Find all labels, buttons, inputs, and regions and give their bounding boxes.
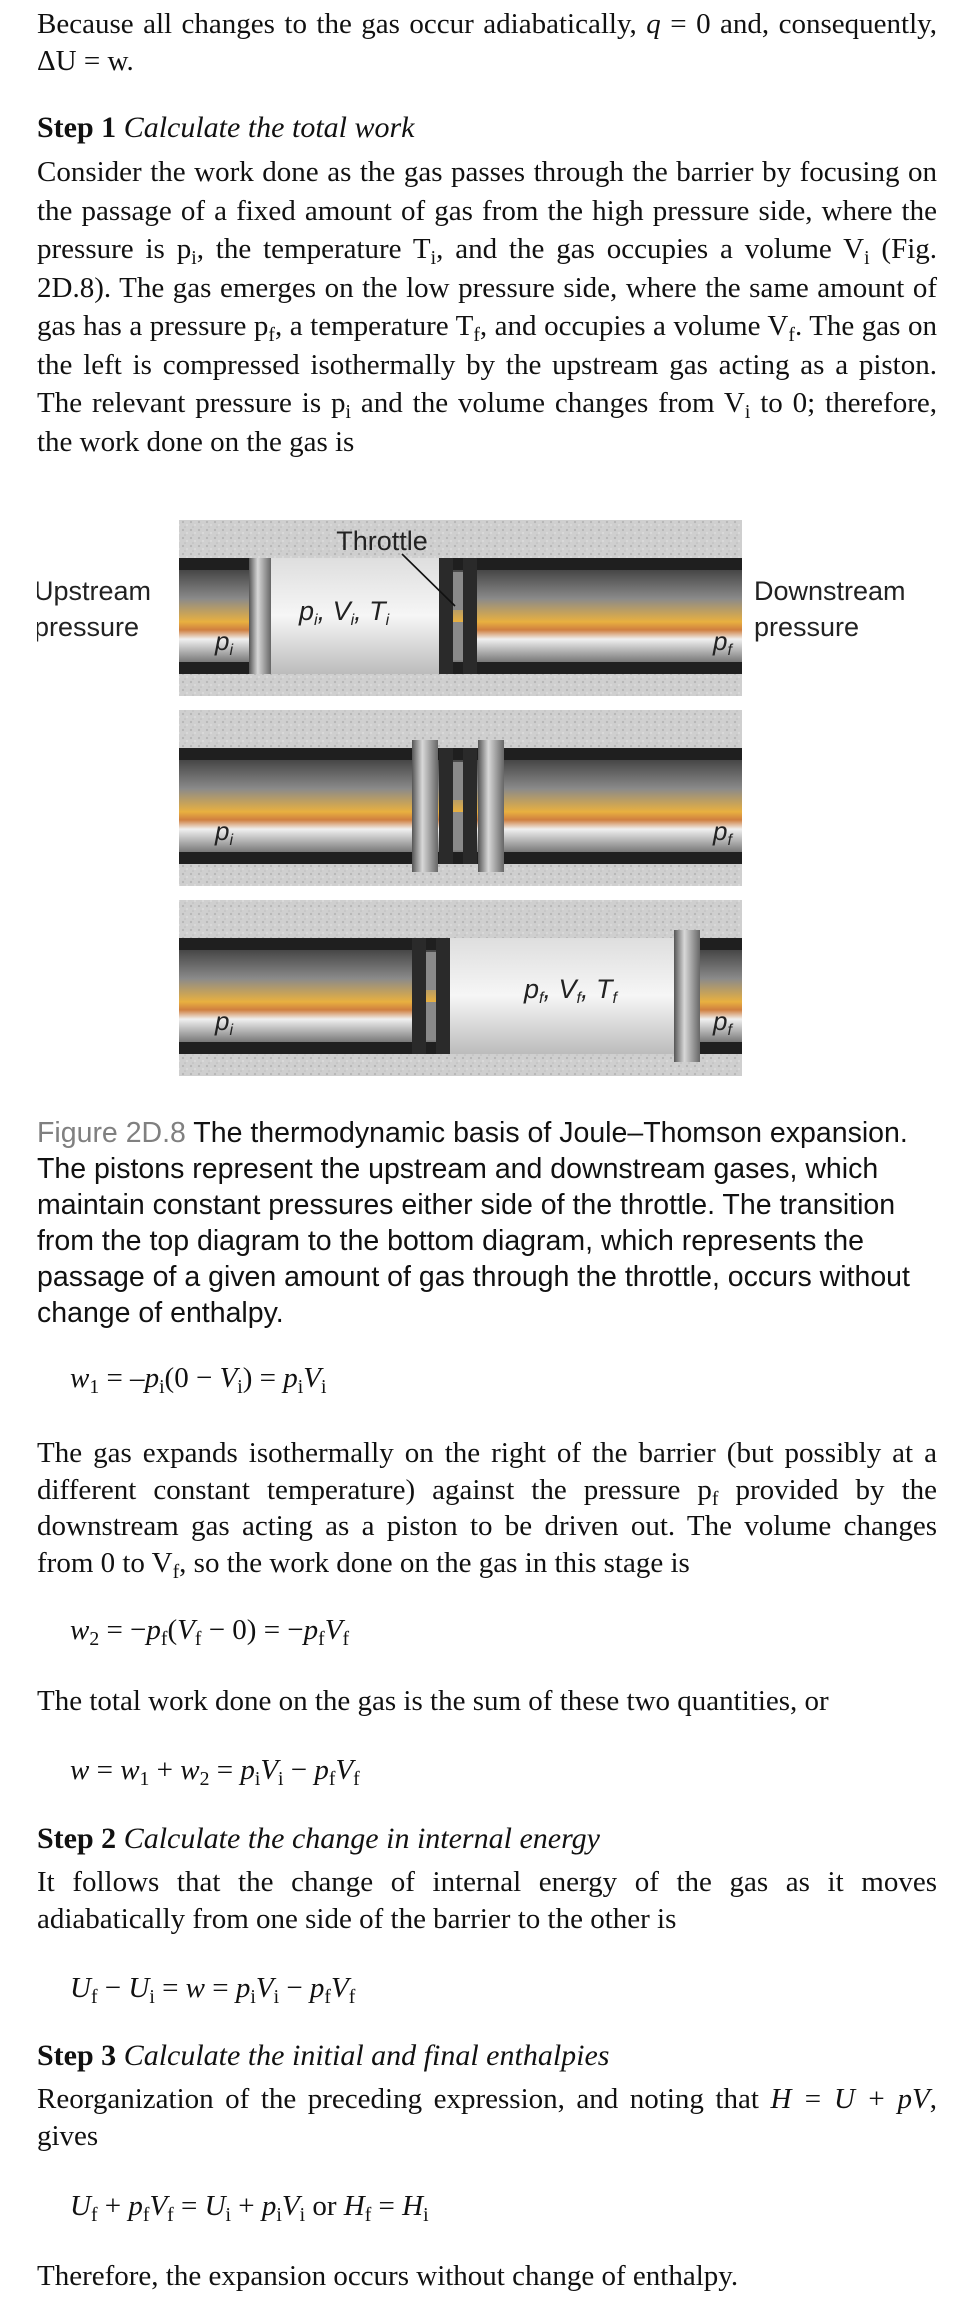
para2-text-c: , so the work done on the gas in this stage is: [179, 1546, 690, 1579]
caption-text: The thermodynamic basis of Joule–Thomson expansion. The pistons represent the upstream and downstream gases, which maintain constant pressures either side of the throttle. The transition from the top diagram to the bottom diagram, which represents the passage of a given amount of gas through the throttle, occurs without change of enthalpy.: [37, 1117, 910, 1329]
step1-text-h: and the volume changes from V: [351, 387, 745, 419]
pi-label-bottom: pi: [215, 1006, 234, 1039]
intro-paragraph: [37, 6, 937, 79]
step1-text-d: (Fig. 2D.8). The gas emerges on the low pressure side, where the same amount of gas has a pressure p: [37, 233, 937, 342]
step3-title: Calculate the initial and final enthalpies: [123, 2039, 610, 2072]
step1-text-c: , and the gas occupies a volume V: [436, 233, 865, 265]
figure-svg: [37, 520, 937, 1090]
step1-heading: [37, 110, 415, 146]
conclusion-paragraph: Therefore, the expansion occurs without change of enthalpy.: [37, 2260, 739, 2292]
figure-label: Figure 2D.8: [37, 1117, 186, 1149]
step1-title: Calculate the total work: [123, 111, 415, 144]
step2-heading: [37, 1821, 600, 1857]
equation-w2: $w_2 = -p_f(V_f - 0) = -p_fV_f$: [70, 1614, 350, 1650]
step2-paragraph: It follows that the change of internal energy of the gas as it moves adiabatically from one side of the barrier to the other is: [37, 1866, 937, 1935]
pf-label-bottom: pf: [713, 1006, 732, 1039]
joule-thomson-figure: [37, 520, 937, 1090]
step1-text-e: , a temperature T: [274, 310, 474, 342]
upstream-label: Upstream: [37, 576, 152, 606]
equation-w1: $w_1 = -p_i(0 - V_i) = p_iV_i$: [70, 1362, 327, 1398]
upstream-pressure-label: pressure: [37, 612, 140, 642]
expansion-paragraph: The gas expands isothermally on the right of the barrier (but possibly at a different constant temperature) against the pressure $p_f$ provided by the downstream gas acting as a piston to be driven out. The volume changes from 0 to $V_f$, so the work done on the gas in this stage is: [37, 1437, 937, 1583]
para2-text-a: The gas expands isothermally on the right of the barrier (but possibly at a different constant temperature) against the pressure p: [37, 1437, 937, 1506]
q-symbol: q: [646, 8, 661, 40]
equation-h: $U_f + p_fV_f = U_i + p_iV_i$ or $H_f = H_i$: [70, 2190, 429, 2226]
step3-number: Step 3: [37, 2039, 117, 2072]
step3-heading: [37, 2038, 609, 2074]
panel-top: [179, 520, 742, 696]
step1-paragraph: Consider the work done as the gas passes through the barrier by focusing on the passage of a fixed amount of gas from the high pressure side, where the pressure is $p_i$, the temperature $T_i$, and the gas occupies a volume $V_i$ (Fig. 2D.8). The gas emerges on the low pressure side, where the same amount of gas has a pressure $p_f$, a temperature $T_f$, and occupies a volume $V_f$. The gas on the left is compressed isothermally by the upstream gas acting as a piston. The relevant pressure is $p_i$ and the volume changes from $V_i$ to 0; therefore, the work done on the gas is: [37, 156, 937, 458]
step3-text-c: , gives: [37, 2083, 937, 2152]
step1-text-f: , and occupies a volume V: [479, 310, 789, 342]
state-final-label: pf, Vf, Tf: [524, 974, 617, 1007]
step1-text-i: to 0; therefore, the work done on the gas is: [37, 387, 937, 458]
throttle-label: Throttle: [336, 526, 428, 556]
downstream-label: Downstream: [754, 576, 906, 606]
step2-number: Step 2: [37, 1822, 117, 1855]
pi-label-middle: pi: [215, 816, 234, 849]
panel-middle: [179, 710, 742, 886]
intro-eq: = 0 and, consequently, ΔU = w.: [37, 8, 938, 77]
step3-paragraph: [37, 2081, 937, 2154]
pf-label-middle: pf: [713, 816, 732, 849]
step1-text-g: . The gas on the left is compressed isothermally by the upstream gas acting as a piston. The relevant pressure is p: [37, 310, 937, 419]
state-initial-label: pi, Vi, Ti: [299, 596, 390, 629]
pi-label-top: pi: [215, 626, 234, 659]
step3-text-a: Reorganization of the preceding expression, and noting that: [37, 2083, 759, 2115]
enthalpy-definition: H = U + pV: [770, 2083, 930, 2115]
total-work-paragraph: The total work done on the gas is the sum of these two quantities, or: [37, 1685, 829, 1717]
step1-text-a: Consider the work done as the gas passes through the barrier by focusing on the passage of a fixed amount of gas from the high pressure side, where the pressure is p: [37, 156, 937, 265]
equation-u: $U_f - U_i = w = p_iV_i - p_fV_f$: [70, 1972, 356, 2008]
figure-caption: [37, 1115, 937, 1331]
panel-bottom: [179, 900, 742, 1076]
step2-title: Calculate the change in internal energy: [123, 1822, 600, 1855]
downstream-pressure-label: pressure: [754, 612, 860, 642]
para2-text-b: provided by the downstream gas acting as a piston to be driven out. The volume changes from 0 to V: [37, 1473, 937, 1579]
intro-text: Because all changes to the gas occur adiabatically,: [37, 8, 637, 40]
equation-w: $w = w_1 + w_2 = p_iV_i - p_fV_f$: [70, 1754, 360, 1790]
step1-text-b: , the temperature T: [196, 233, 431, 265]
pf-label-top: pf: [713, 626, 732, 659]
step1-number: Step 1: [37, 111, 117, 144]
